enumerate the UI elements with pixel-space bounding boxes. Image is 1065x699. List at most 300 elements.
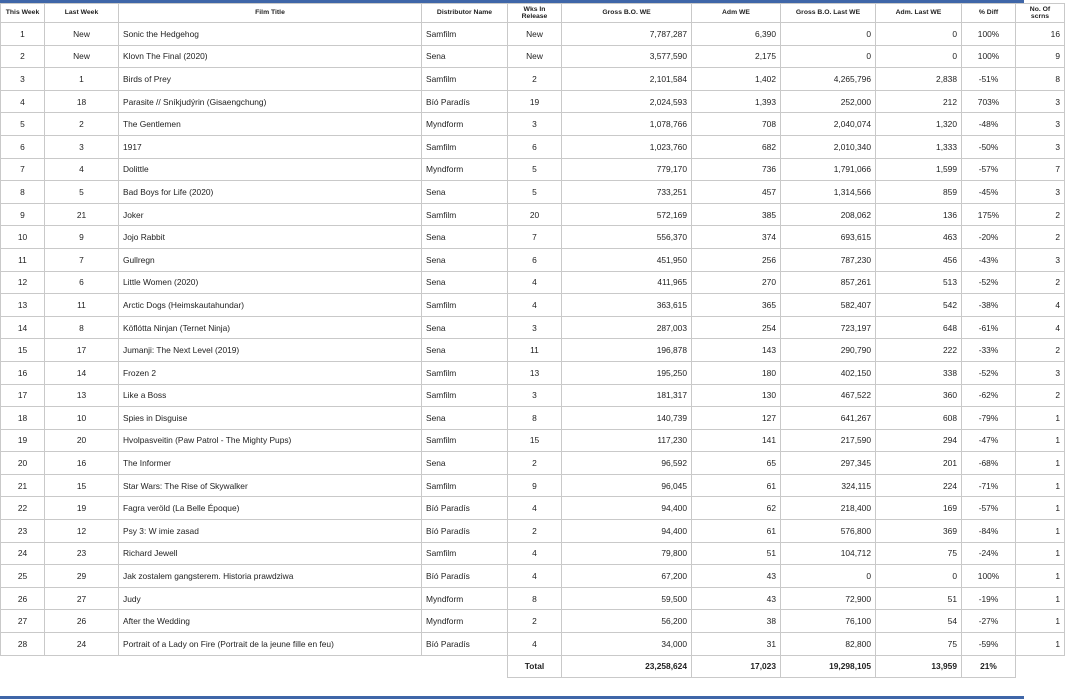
cell-percent-diff: -24% bbox=[962, 542, 1016, 565]
cell-last-week: 12 bbox=[45, 520, 119, 543]
cell-this-week: 9 bbox=[1, 203, 45, 226]
cell-distributor: Sena bbox=[422, 226, 508, 249]
cell-this-week: 28 bbox=[1, 633, 45, 656]
cell-gross-we: 1,078,766 bbox=[562, 113, 692, 136]
cell-distributor: Sena bbox=[422, 271, 508, 294]
cell-adm-we: 2,175 bbox=[692, 45, 781, 68]
cell-adm-last-we: 542 bbox=[876, 294, 962, 317]
cell-distributor: Sena bbox=[422, 45, 508, 68]
cell-gross-we: 2,101,584 bbox=[562, 68, 692, 91]
cell-gross-last-we: 217,590 bbox=[781, 429, 876, 452]
cell-film-title: Spies in Disguise bbox=[119, 407, 422, 430]
cell-weeks-in-release: 4 bbox=[508, 497, 562, 520]
table-row bbox=[1, 203, 1065, 226]
cell-film-title: 1917 bbox=[119, 135, 422, 158]
cell-this-week: 22 bbox=[1, 497, 45, 520]
cell-adm-we: 180 bbox=[692, 361, 781, 384]
cell-gross-we: 572,169 bbox=[562, 203, 692, 226]
table-row bbox=[1, 294, 1065, 317]
table-row bbox=[1, 384, 1065, 407]
table-row bbox=[1, 113, 1065, 136]
cell-film-title: Arctic Dogs (Heimskautahundar) bbox=[119, 294, 422, 317]
cell-weeks-in-release: 4 bbox=[508, 542, 562, 565]
col-header-adm-we: Adm WE bbox=[692, 4, 781, 23]
cell-screens: 1 bbox=[1016, 587, 1065, 610]
cell-adm-last-we: 169 bbox=[876, 497, 962, 520]
cell-weeks-in-release: 2 bbox=[508, 452, 562, 475]
cell-weeks-in-release: 6 bbox=[508, 248, 562, 271]
cell-film-title: Frozen 2 bbox=[119, 361, 422, 384]
cell-this-week: 19 bbox=[1, 429, 45, 452]
cell-gross-last-we: 0 bbox=[781, 45, 876, 68]
table-row bbox=[1, 158, 1065, 181]
table-row bbox=[1, 248, 1065, 271]
cell-adm-we: 256 bbox=[692, 248, 781, 271]
cell-distributor: Sena bbox=[422, 181, 508, 204]
cell-film-title: Like a Boss bbox=[119, 384, 422, 407]
cell-screens: 3 bbox=[1016, 90, 1065, 113]
cell-film-title: Star Wars: The Rise of Skywalker bbox=[119, 474, 422, 497]
table-row bbox=[1, 135, 1065, 158]
cell-gross-we: 117,230 bbox=[562, 429, 692, 452]
cell-adm-we: 61 bbox=[692, 520, 781, 543]
cell-gross-we: 287,003 bbox=[562, 316, 692, 339]
cell-distributor: Sena bbox=[422, 407, 508, 430]
cell-adm-we: 143 bbox=[692, 339, 781, 362]
cell-adm-last-we: 1,320 bbox=[876, 113, 962, 136]
cell-adm-last-we: 75 bbox=[876, 542, 962, 565]
table-row bbox=[1, 316, 1065, 339]
cell-last-week: 6 bbox=[45, 271, 119, 294]
cell-weeks-in-release: 15 bbox=[508, 429, 562, 452]
cell-last-week: 18 bbox=[45, 90, 119, 113]
cell-adm-we: 708 bbox=[692, 113, 781, 136]
col-header-last-week: Last Week bbox=[45, 4, 119, 23]
cell-screens: 2 bbox=[1016, 339, 1065, 362]
cell-adm-we: 141 bbox=[692, 429, 781, 452]
box-office-table bbox=[0, 3, 1065, 678]
cell-percent-diff: -19% bbox=[962, 587, 1016, 610]
table-row bbox=[1, 181, 1065, 204]
col-header-film-title: Film Title bbox=[119, 4, 422, 23]
cell-screens: 3 bbox=[1016, 361, 1065, 384]
cell-gross-we: 96,592 bbox=[562, 452, 692, 475]
cell-percent-diff: -33% bbox=[962, 339, 1016, 362]
cell-adm-last-we: 0 bbox=[876, 45, 962, 68]
cell-adm-last-we: 51 bbox=[876, 587, 962, 610]
cell-distributor: Samfilm bbox=[422, 361, 508, 384]
cell-this-week: 4 bbox=[1, 90, 45, 113]
cell-gross-we: 34,000 bbox=[562, 633, 692, 656]
cell-screens: 1 bbox=[1016, 497, 1065, 520]
cell-weeks-in-release: 13 bbox=[508, 361, 562, 384]
cell-last-week: 19 bbox=[45, 497, 119, 520]
cell-film-title: Birds of Prey bbox=[119, 68, 422, 91]
cell-adm-last-we: 294 bbox=[876, 429, 962, 452]
cell-last-week: 27 bbox=[45, 587, 119, 610]
total-spacer bbox=[1, 655, 45, 677]
total-adm-last-we: 13,959 bbox=[876, 655, 962, 677]
cell-weeks-in-release: 5 bbox=[508, 158, 562, 181]
cell-weeks-in-release: 3 bbox=[508, 316, 562, 339]
cell-last-week: 5 bbox=[45, 181, 119, 204]
cell-adm-last-we: 2,838 bbox=[876, 68, 962, 91]
cell-adm-we: 38 bbox=[692, 610, 781, 633]
cell-weeks-in-release: 20 bbox=[508, 203, 562, 226]
cell-distributor: Samfilm bbox=[422, 68, 508, 91]
cell-distributor: Bíó Paradís bbox=[422, 565, 508, 588]
table-row bbox=[1, 45, 1065, 68]
cell-weeks-in-release: 4 bbox=[508, 633, 562, 656]
cell-gross-we: 94,400 bbox=[562, 497, 692, 520]
cell-gross-last-we: 4,265,796 bbox=[781, 68, 876, 91]
cell-adm-last-we: 608 bbox=[876, 407, 962, 430]
cell-adm-last-we: 201 bbox=[876, 452, 962, 475]
cell-gross-last-we: 582,407 bbox=[781, 294, 876, 317]
cell-screens: 7 bbox=[1016, 158, 1065, 181]
cell-weeks-in-release: 5 bbox=[508, 181, 562, 204]
cell-screens: 2 bbox=[1016, 203, 1065, 226]
cell-percent-diff: -52% bbox=[962, 271, 1016, 294]
cell-gross-last-we: 576,800 bbox=[781, 520, 876, 543]
cell-screens: 1 bbox=[1016, 452, 1065, 475]
cell-gross-last-we: 252,000 bbox=[781, 90, 876, 113]
cell-gross-we: 733,251 bbox=[562, 181, 692, 204]
table-row bbox=[1, 565, 1065, 588]
cell-adm-last-we: 513 bbox=[876, 271, 962, 294]
cell-last-week: 24 bbox=[45, 633, 119, 656]
cell-gross-last-we: 218,400 bbox=[781, 497, 876, 520]
cell-distributor: Myndform bbox=[422, 587, 508, 610]
cell-screens: 3 bbox=[1016, 113, 1065, 136]
cell-gross-we: 2,024,593 bbox=[562, 90, 692, 113]
cell-adm-we: 130 bbox=[692, 384, 781, 407]
cell-gross-last-we: 104,712 bbox=[781, 542, 876, 565]
table-row bbox=[1, 497, 1065, 520]
cell-gross-we: 556,370 bbox=[562, 226, 692, 249]
cell-percent-diff: -20% bbox=[962, 226, 1016, 249]
cell-adm-last-we: 648 bbox=[876, 316, 962, 339]
cell-film-title: The Gentlemen bbox=[119, 113, 422, 136]
cell-screens: 1 bbox=[1016, 565, 1065, 588]
cell-gross-last-we: 72,900 bbox=[781, 587, 876, 610]
cell-screens: 1 bbox=[1016, 407, 1065, 430]
cell-this-week: 23 bbox=[1, 520, 45, 543]
table-row bbox=[1, 226, 1065, 249]
cell-adm-we: 51 bbox=[692, 542, 781, 565]
cell-last-week: New bbox=[45, 45, 119, 68]
cell-percent-diff: -84% bbox=[962, 520, 1016, 543]
cell-weeks-in-release: 19 bbox=[508, 90, 562, 113]
cell-adm-we: 1,393 bbox=[692, 90, 781, 113]
cell-distributor: Samfilm bbox=[422, 203, 508, 226]
cell-adm-last-we: 1,333 bbox=[876, 135, 962, 158]
cell-percent-diff: -38% bbox=[962, 294, 1016, 317]
cell-gross-last-we: 1,791,066 bbox=[781, 158, 876, 181]
cell-last-week: 2 bbox=[45, 113, 119, 136]
cell-last-week: 26 bbox=[45, 610, 119, 633]
cell-film-title: Parasite // Sníkjudýrin (Gisaengchung) bbox=[119, 90, 422, 113]
cell-last-week: 14 bbox=[45, 361, 119, 384]
cell-adm-last-we: 369 bbox=[876, 520, 962, 543]
total-spacer bbox=[45, 655, 119, 677]
cell-this-week: 27 bbox=[1, 610, 45, 633]
cell-this-week: 18 bbox=[1, 407, 45, 430]
cell-adm-we: 62 bbox=[692, 497, 781, 520]
cell-weeks-in-release: 2 bbox=[508, 520, 562, 543]
cell-screens: 4 bbox=[1016, 316, 1065, 339]
cell-adm-last-we: 222 bbox=[876, 339, 962, 362]
cell-percent-diff: -68% bbox=[962, 452, 1016, 475]
cell-weeks-in-release: 4 bbox=[508, 271, 562, 294]
cell-last-week: 1 bbox=[45, 68, 119, 91]
cell-weeks-in-release: 4 bbox=[508, 294, 562, 317]
header-row bbox=[1, 4, 1065, 23]
cell-adm-we: 31 bbox=[692, 633, 781, 656]
cell-film-title: The Informer bbox=[119, 452, 422, 475]
cell-film-title: Hvolpasveitin (Paw Patrol - The Mighty Pups) bbox=[119, 429, 422, 452]
cell-distributor: Samfilm bbox=[422, 474, 508, 497]
cell-this-week: 8 bbox=[1, 181, 45, 204]
cell-distributor: Myndform bbox=[422, 113, 508, 136]
cell-gross-last-we: 467,522 bbox=[781, 384, 876, 407]
cell-screens: 3 bbox=[1016, 181, 1065, 204]
cell-film-title: Jojo Rabbit bbox=[119, 226, 422, 249]
cell-gross-we: 411,965 bbox=[562, 271, 692, 294]
cell-percent-diff: -50% bbox=[962, 135, 1016, 158]
cell-adm-we: 43 bbox=[692, 565, 781, 588]
cell-distributor: Myndform bbox=[422, 158, 508, 181]
cell-last-week: 16 bbox=[45, 452, 119, 475]
cell-distributor: Bíó Paradís bbox=[422, 633, 508, 656]
cell-adm-we: 457 bbox=[692, 181, 781, 204]
cell-percent-diff: -59% bbox=[962, 633, 1016, 656]
cell-film-title: Little Women (2020) bbox=[119, 271, 422, 294]
cell-adm-we: 65 bbox=[692, 452, 781, 475]
cell-screens: 1 bbox=[1016, 610, 1065, 633]
table-row bbox=[1, 542, 1065, 565]
cell-gross-we: 94,400 bbox=[562, 520, 692, 543]
cell-film-title: Jumanji: The Next Level (2019) bbox=[119, 339, 422, 362]
cell-adm-we: 6,390 bbox=[692, 23, 781, 46]
cell-adm-we: 374 bbox=[692, 226, 781, 249]
cell-last-week: 21 bbox=[45, 203, 119, 226]
cell-adm-we: 127 bbox=[692, 407, 781, 430]
cell-percent-diff: -51% bbox=[962, 68, 1016, 91]
cell-film-title: Joker bbox=[119, 203, 422, 226]
cell-gross-we: 140,739 bbox=[562, 407, 692, 430]
cell-gross-last-we: 2,040,074 bbox=[781, 113, 876, 136]
cell-weeks-in-release: 2 bbox=[508, 68, 562, 91]
table-row bbox=[1, 271, 1065, 294]
cell-screens: 1 bbox=[1016, 633, 1065, 656]
cell-screens: 3 bbox=[1016, 135, 1065, 158]
total-spacer bbox=[422, 655, 508, 677]
cell-gross-last-we: 297,345 bbox=[781, 452, 876, 475]
cell-film-title: Sonic the Hedgehog bbox=[119, 23, 422, 46]
cell-this-week: 12 bbox=[1, 271, 45, 294]
cell-gross-last-we: 0 bbox=[781, 23, 876, 46]
cell-weeks-in-release: New bbox=[508, 23, 562, 46]
cell-screens: 16 bbox=[1016, 23, 1065, 46]
cell-last-week: 9 bbox=[45, 226, 119, 249]
cell-last-week: 4 bbox=[45, 158, 119, 181]
cell-this-week: 15 bbox=[1, 339, 45, 362]
total-label: Total bbox=[508, 655, 562, 677]
cell-screens: 3 bbox=[1016, 248, 1065, 271]
cell-screens: 2 bbox=[1016, 271, 1065, 294]
cell-gross-last-we: 787,230 bbox=[781, 248, 876, 271]
cell-this-week: 1 bbox=[1, 23, 45, 46]
cell-adm-last-we: 859 bbox=[876, 181, 962, 204]
cell-weeks-in-release: 8 bbox=[508, 407, 562, 430]
cell-distributor: Bíó Paradís bbox=[422, 520, 508, 543]
cell-this-week: 5 bbox=[1, 113, 45, 136]
total-gross-we: 23,258,624 bbox=[562, 655, 692, 677]
cell-percent-diff: 100% bbox=[962, 45, 1016, 68]
total-spacer bbox=[1016, 655, 1065, 677]
cell-film-title: Portrait of a Lady on Fire (Portrait de la jeune fille en feu) bbox=[119, 633, 422, 656]
cell-last-week: 29 bbox=[45, 565, 119, 588]
cell-percent-diff: -45% bbox=[962, 181, 1016, 204]
cell-this-week: 3 bbox=[1, 68, 45, 91]
cell-adm-we: 254 bbox=[692, 316, 781, 339]
cell-adm-we: 385 bbox=[692, 203, 781, 226]
cell-distributor: Samfilm bbox=[422, 135, 508, 158]
cell-screens: 2 bbox=[1016, 384, 1065, 407]
cell-distributor: Sena bbox=[422, 339, 508, 362]
cell-weeks-in-release: New bbox=[508, 45, 562, 68]
cell-gross-last-we: 82,800 bbox=[781, 633, 876, 656]
table-row bbox=[1, 429, 1065, 452]
cell-weeks-in-release: 4 bbox=[508, 565, 562, 588]
cell-film-title: Jak zostalem gangsterem. Historia prawdziwa bbox=[119, 565, 422, 588]
cell-this-week: 7 bbox=[1, 158, 45, 181]
cell-gross-we: 7,787,287 bbox=[562, 23, 692, 46]
cell-gross-last-we: 693,615 bbox=[781, 226, 876, 249]
cell-distributor: Sena bbox=[422, 316, 508, 339]
cell-gross-last-we: 402,150 bbox=[781, 361, 876, 384]
total-percent-diff: 21% bbox=[962, 655, 1016, 677]
cell-weeks-in-release: 3 bbox=[508, 113, 562, 136]
cell-adm-last-we: 54 bbox=[876, 610, 962, 633]
cell-gross-last-we: 857,261 bbox=[781, 271, 876, 294]
cell-this-week: 16 bbox=[1, 361, 45, 384]
cell-adm-last-we: 338 bbox=[876, 361, 962, 384]
cell-film-title: Fagra veröld (La Belle Époque) bbox=[119, 497, 422, 520]
cell-distributor: Sena bbox=[422, 452, 508, 475]
cell-film-title: Dolittle bbox=[119, 158, 422, 181]
cell-adm-last-we: 212 bbox=[876, 90, 962, 113]
cell-gross-we: 79,800 bbox=[562, 542, 692, 565]
cell-percent-diff: -47% bbox=[962, 429, 1016, 452]
cell-distributor: Sena bbox=[422, 248, 508, 271]
cell-percent-diff: 175% bbox=[962, 203, 1016, 226]
cell-film-title: Gullregn bbox=[119, 248, 422, 271]
cell-last-week: 13 bbox=[45, 384, 119, 407]
cell-adm-last-we: 224 bbox=[876, 474, 962, 497]
cell-gross-we: 67,200 bbox=[562, 565, 692, 588]
cell-adm-we: 270 bbox=[692, 271, 781, 294]
col-header-adm-last-we: Adm. Last WE bbox=[876, 4, 962, 23]
cell-distributor: Samfilm bbox=[422, 384, 508, 407]
cell-distributor: Samfilm bbox=[422, 542, 508, 565]
cell-film-title: Richard Jewell bbox=[119, 542, 422, 565]
cell-screens: 4 bbox=[1016, 294, 1065, 317]
cell-weeks-in-release: 7 bbox=[508, 226, 562, 249]
cell-this-week: 25 bbox=[1, 565, 45, 588]
table-row bbox=[1, 339, 1065, 362]
cell-last-week: 3 bbox=[45, 135, 119, 158]
cell-weeks-in-release: 9 bbox=[508, 474, 562, 497]
cell-gross-last-we: 208,062 bbox=[781, 203, 876, 226]
cell-adm-we: 43 bbox=[692, 587, 781, 610]
col-header-gross-last-we: Gross B.O. Last WE bbox=[781, 4, 876, 23]
cell-film-title: Psy 3: W imie zasad bbox=[119, 520, 422, 543]
table-row bbox=[1, 610, 1065, 633]
cell-this-week: 6 bbox=[1, 135, 45, 158]
cell-last-week: 7 bbox=[45, 248, 119, 271]
col-header-screens: No. Of scrns bbox=[1016, 4, 1065, 23]
total-adm-we: 17,023 bbox=[692, 655, 781, 677]
cell-screens: 8 bbox=[1016, 68, 1065, 91]
cell-gross-last-we: 641,267 bbox=[781, 407, 876, 430]
cell-screens: 1 bbox=[1016, 520, 1065, 543]
cell-gross-last-we: 290,790 bbox=[781, 339, 876, 362]
cell-percent-diff: -43% bbox=[962, 248, 1016, 271]
cell-screens: 1 bbox=[1016, 429, 1065, 452]
table-row bbox=[1, 407, 1065, 430]
cell-screens: 9 bbox=[1016, 45, 1065, 68]
cell-adm-last-we: 456 bbox=[876, 248, 962, 271]
cell-gross-last-we: 723,197 bbox=[781, 316, 876, 339]
table-row bbox=[1, 474, 1065, 497]
total-gross-last-we: 19,298,105 bbox=[781, 655, 876, 677]
cell-gross-we: 3,577,590 bbox=[562, 45, 692, 68]
cell-weeks-in-release: 3 bbox=[508, 384, 562, 407]
cell-percent-diff: -71% bbox=[962, 474, 1016, 497]
cell-adm-last-we: 1,599 bbox=[876, 158, 962, 181]
cell-adm-last-we: 463 bbox=[876, 226, 962, 249]
cell-adm-we: 682 bbox=[692, 135, 781, 158]
cell-gross-last-we: 1,314,566 bbox=[781, 181, 876, 204]
cell-this-week: 2 bbox=[1, 45, 45, 68]
cell-distributor: Samfilm bbox=[422, 429, 508, 452]
cell-this-week: 17 bbox=[1, 384, 45, 407]
cell-weeks-in-release: 2 bbox=[508, 610, 562, 633]
total-spacer bbox=[119, 655, 422, 677]
cell-percent-diff: 703% bbox=[962, 90, 1016, 113]
cell-distributor: Samfilm bbox=[422, 23, 508, 46]
cell-gross-we: 196,878 bbox=[562, 339, 692, 362]
cell-adm-we: 736 bbox=[692, 158, 781, 181]
cell-last-week: 10 bbox=[45, 407, 119, 430]
col-header-this-week: This Week bbox=[1, 4, 45, 23]
cell-this-week: 24 bbox=[1, 542, 45, 565]
cell-this-week: 13 bbox=[1, 294, 45, 317]
cell-this-week: 26 bbox=[1, 587, 45, 610]
cell-last-week: 17 bbox=[45, 339, 119, 362]
cell-film-title: Klovn The Final (2020) bbox=[119, 45, 422, 68]
table-row bbox=[1, 361, 1065, 384]
cell-this-week: 11 bbox=[1, 248, 45, 271]
cell-this-week: 20 bbox=[1, 452, 45, 475]
cell-film-title: Bad Boys for Life (2020) bbox=[119, 181, 422, 204]
cell-film-title: Judy bbox=[119, 587, 422, 610]
cell-screens: 2 bbox=[1016, 226, 1065, 249]
cell-last-week: 8 bbox=[45, 316, 119, 339]
col-header-percent-diff: % Diff bbox=[962, 4, 1016, 23]
